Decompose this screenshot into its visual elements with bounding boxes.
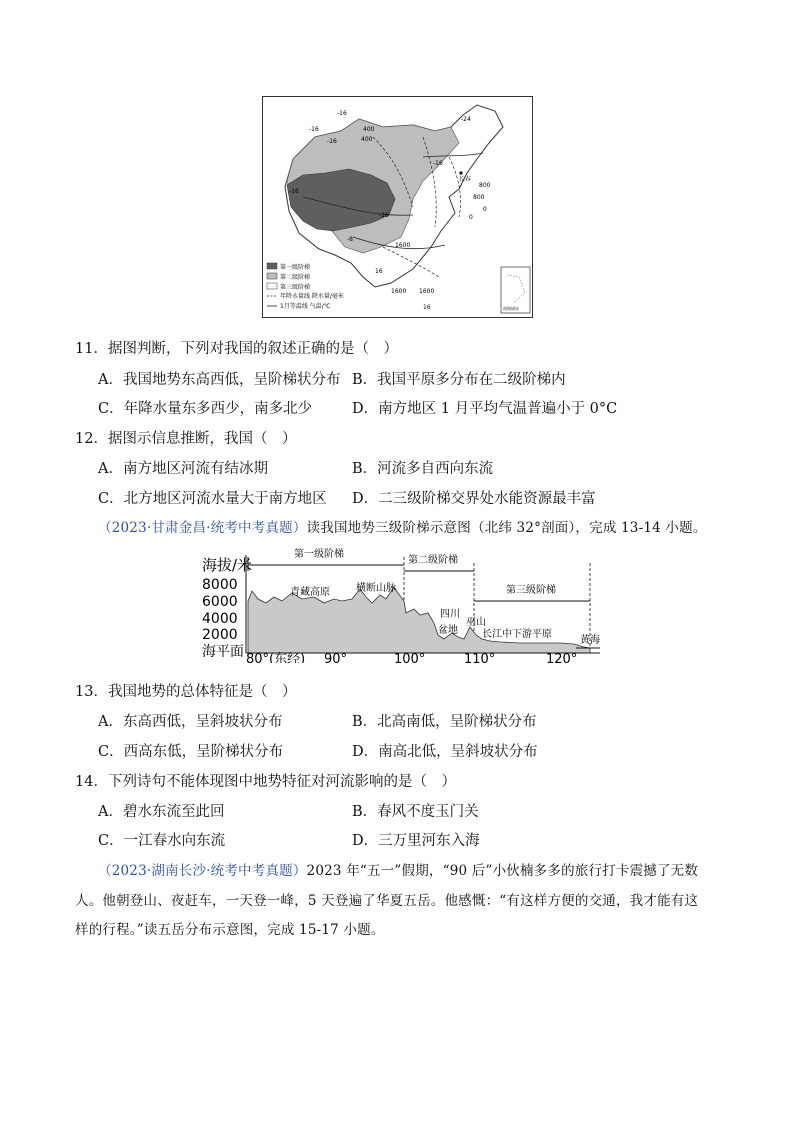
y-tick-label: 6000 (202, 594, 238, 610)
intro-15-17-line3: 样的行程。”读五岳分布示意图，完成 15-17 小题。 (75, 922, 385, 938)
source-tag[interactable]: （2023·湖南长沙·统考中考真题） (98, 863, 307, 879)
q12-option-a[interactable]: A．南方地区河流有结冰期 (98, 461, 268, 477)
q11-option-a[interactable]: A．我国地势东高西低，呈阶梯状分布 (98, 372, 341, 388)
map-label: 1600 (419, 288, 435, 295)
terrain-label: 黄海 (580, 635, 600, 646)
map-label: -24 (461, 116, 471, 123)
map-graphic (263, 97, 532, 317)
map-label: -16 (379, 212, 389, 219)
q12-stem: 12．据图示信息推断，我国（ ） (75, 431, 297, 447)
legend-label: 年降水量线 降水量/毫米 (280, 293, 344, 300)
intro-text: 读我国地势三级阶梯示意图（北纬 32°剖面），完成 13-14 小题。 (306, 520, 707, 536)
legend-label: 1月等温线 气温/℃ (280, 303, 331, 310)
legend-label: 第二级阶梯 (280, 274, 311, 281)
legend-label: 第一级阶梯 (280, 264, 311, 271)
intro-13-14 (98, 516, 707, 536)
terrain-label: 四川 (440, 609, 460, 620)
inset-label: 南海诸岛 (503, 306, 519, 311)
intro-text: 2023 年“五一”假期，“90 后”小伙楠多多的旅行打卡震撼了无数 (306, 863, 699, 879)
map-label: -16 (327, 138, 337, 145)
q11-stem: 11．据图判断，下列对我国的叙述正确的是（ ） (75, 341, 398, 357)
terrain-label: 青藏高原 (290, 587, 330, 598)
terrain-label: 长江中下游平原 (482, 629, 552, 640)
x-tick-label: 100° (394, 652, 426, 663)
map-label: 16 (423, 304, 431, 311)
map-label: 800 (479, 182, 491, 189)
y-tick-label: 海平面 (202, 644, 244, 660)
q13-option-b[interactable]: B．北高南低，呈阶梯状分布 (352, 714, 537, 730)
map-label: 0 (483, 206, 487, 213)
q11-option-d[interactable]: D．南方地区 1 月平均气温普遍小于 0°C (352, 401, 618, 417)
x-tick-label: 80°(东经) (246, 652, 306, 663)
x-tick-label: 120° (546, 652, 578, 663)
map-label: 16 (375, 268, 383, 275)
map-legend (267, 263, 344, 310)
terrain-label: 横断山脉 (356, 583, 396, 594)
map-label: -16 (337, 110, 347, 117)
china-terrain-climate-map (262, 96, 533, 318)
q13-option-d[interactable]: D．南高北低，呈斜坡状分布 (352, 744, 538, 760)
x-tick-label: 90° (324, 652, 348, 663)
map-label: 400 (361, 136, 373, 143)
map-label: -16 (433, 160, 443, 167)
q14-stem: 14．下列诗句不能体现图中地势特征对河流影响的是（ ） (75, 774, 456, 790)
step-label: 第二级阶梯 (408, 555, 458, 566)
q14-option-b[interactable]: B．春风不度玉门关 (352, 804, 479, 820)
y-axis-label: 海拔/米 (202, 556, 253, 574)
y-tick-label: 8000 (202, 577, 238, 593)
map-label: 1600 (395, 242, 411, 249)
q14-option-c[interactable]: C．一江春水向东流 (98, 833, 226, 849)
city-label: 长春 (459, 176, 472, 183)
intro-15-17-line1 (98, 859, 698, 879)
profile-graphic (200, 543, 602, 663)
step-label: 第一级阶梯 (294, 549, 344, 560)
y-tick-label: 4000 (202, 611, 238, 627)
map-label: 800 (473, 194, 485, 201)
q11-option-c[interactable]: C．年降水量东多西少，南多北少 (98, 401, 313, 417)
step-label: 第三级阶梯 (506, 585, 556, 596)
q12-option-c[interactable]: C．北方地区河流水量大于南方地区 (98, 491, 327, 507)
q13-option-a[interactable]: A．东高西低，呈斜坡状分布 (98, 714, 283, 730)
legend-label: 第三级阶梯 (280, 284, 311, 291)
q12-option-b[interactable]: B．河流多自西向东流 (352, 461, 494, 477)
map-label: 1600 (391, 288, 407, 295)
terrain-profile-figure (200, 543, 602, 663)
map-label: -16 (289, 188, 299, 195)
q13-option-c[interactable]: C．西高东低，呈阶梯状分布 (98, 744, 284, 760)
q14-option-a[interactable]: A．碧水东流至此回 (98, 804, 225, 820)
q13-stem: 13．我国地势的总体特征是（ ） (75, 684, 297, 700)
y-tick-label: 2000 (202, 627, 238, 643)
map-label: -16 (309, 126, 319, 133)
terrain-label: 巫山 (466, 617, 486, 628)
intro-15-17-line2: 人。他朝登山、夜赶车，一天登一峰，5 天登遍了华夏五岳。他感慨：“有这样方便的交通，我才能有这 (75, 893, 699, 909)
q11-option-b[interactable]: B．我国平原多分布在二级阶梯内 (352, 372, 566, 388)
q14-option-d[interactable]: D．三万里河东入海 (352, 833, 480, 849)
x-tick-label: 110° (464, 652, 496, 663)
map-label: -8 (347, 236, 353, 243)
terrain-label: 盆地 (438, 625, 458, 636)
map-label: 0 (469, 214, 473, 221)
q12-option-d[interactable]: D．二三级阶梯交界处水能资源最丰富 (352, 491, 596, 507)
map-label: 400 (363, 126, 375, 133)
source-tag[interactable]: （2023·甘肃金昌·统考中考真题） (98, 520, 307, 536)
